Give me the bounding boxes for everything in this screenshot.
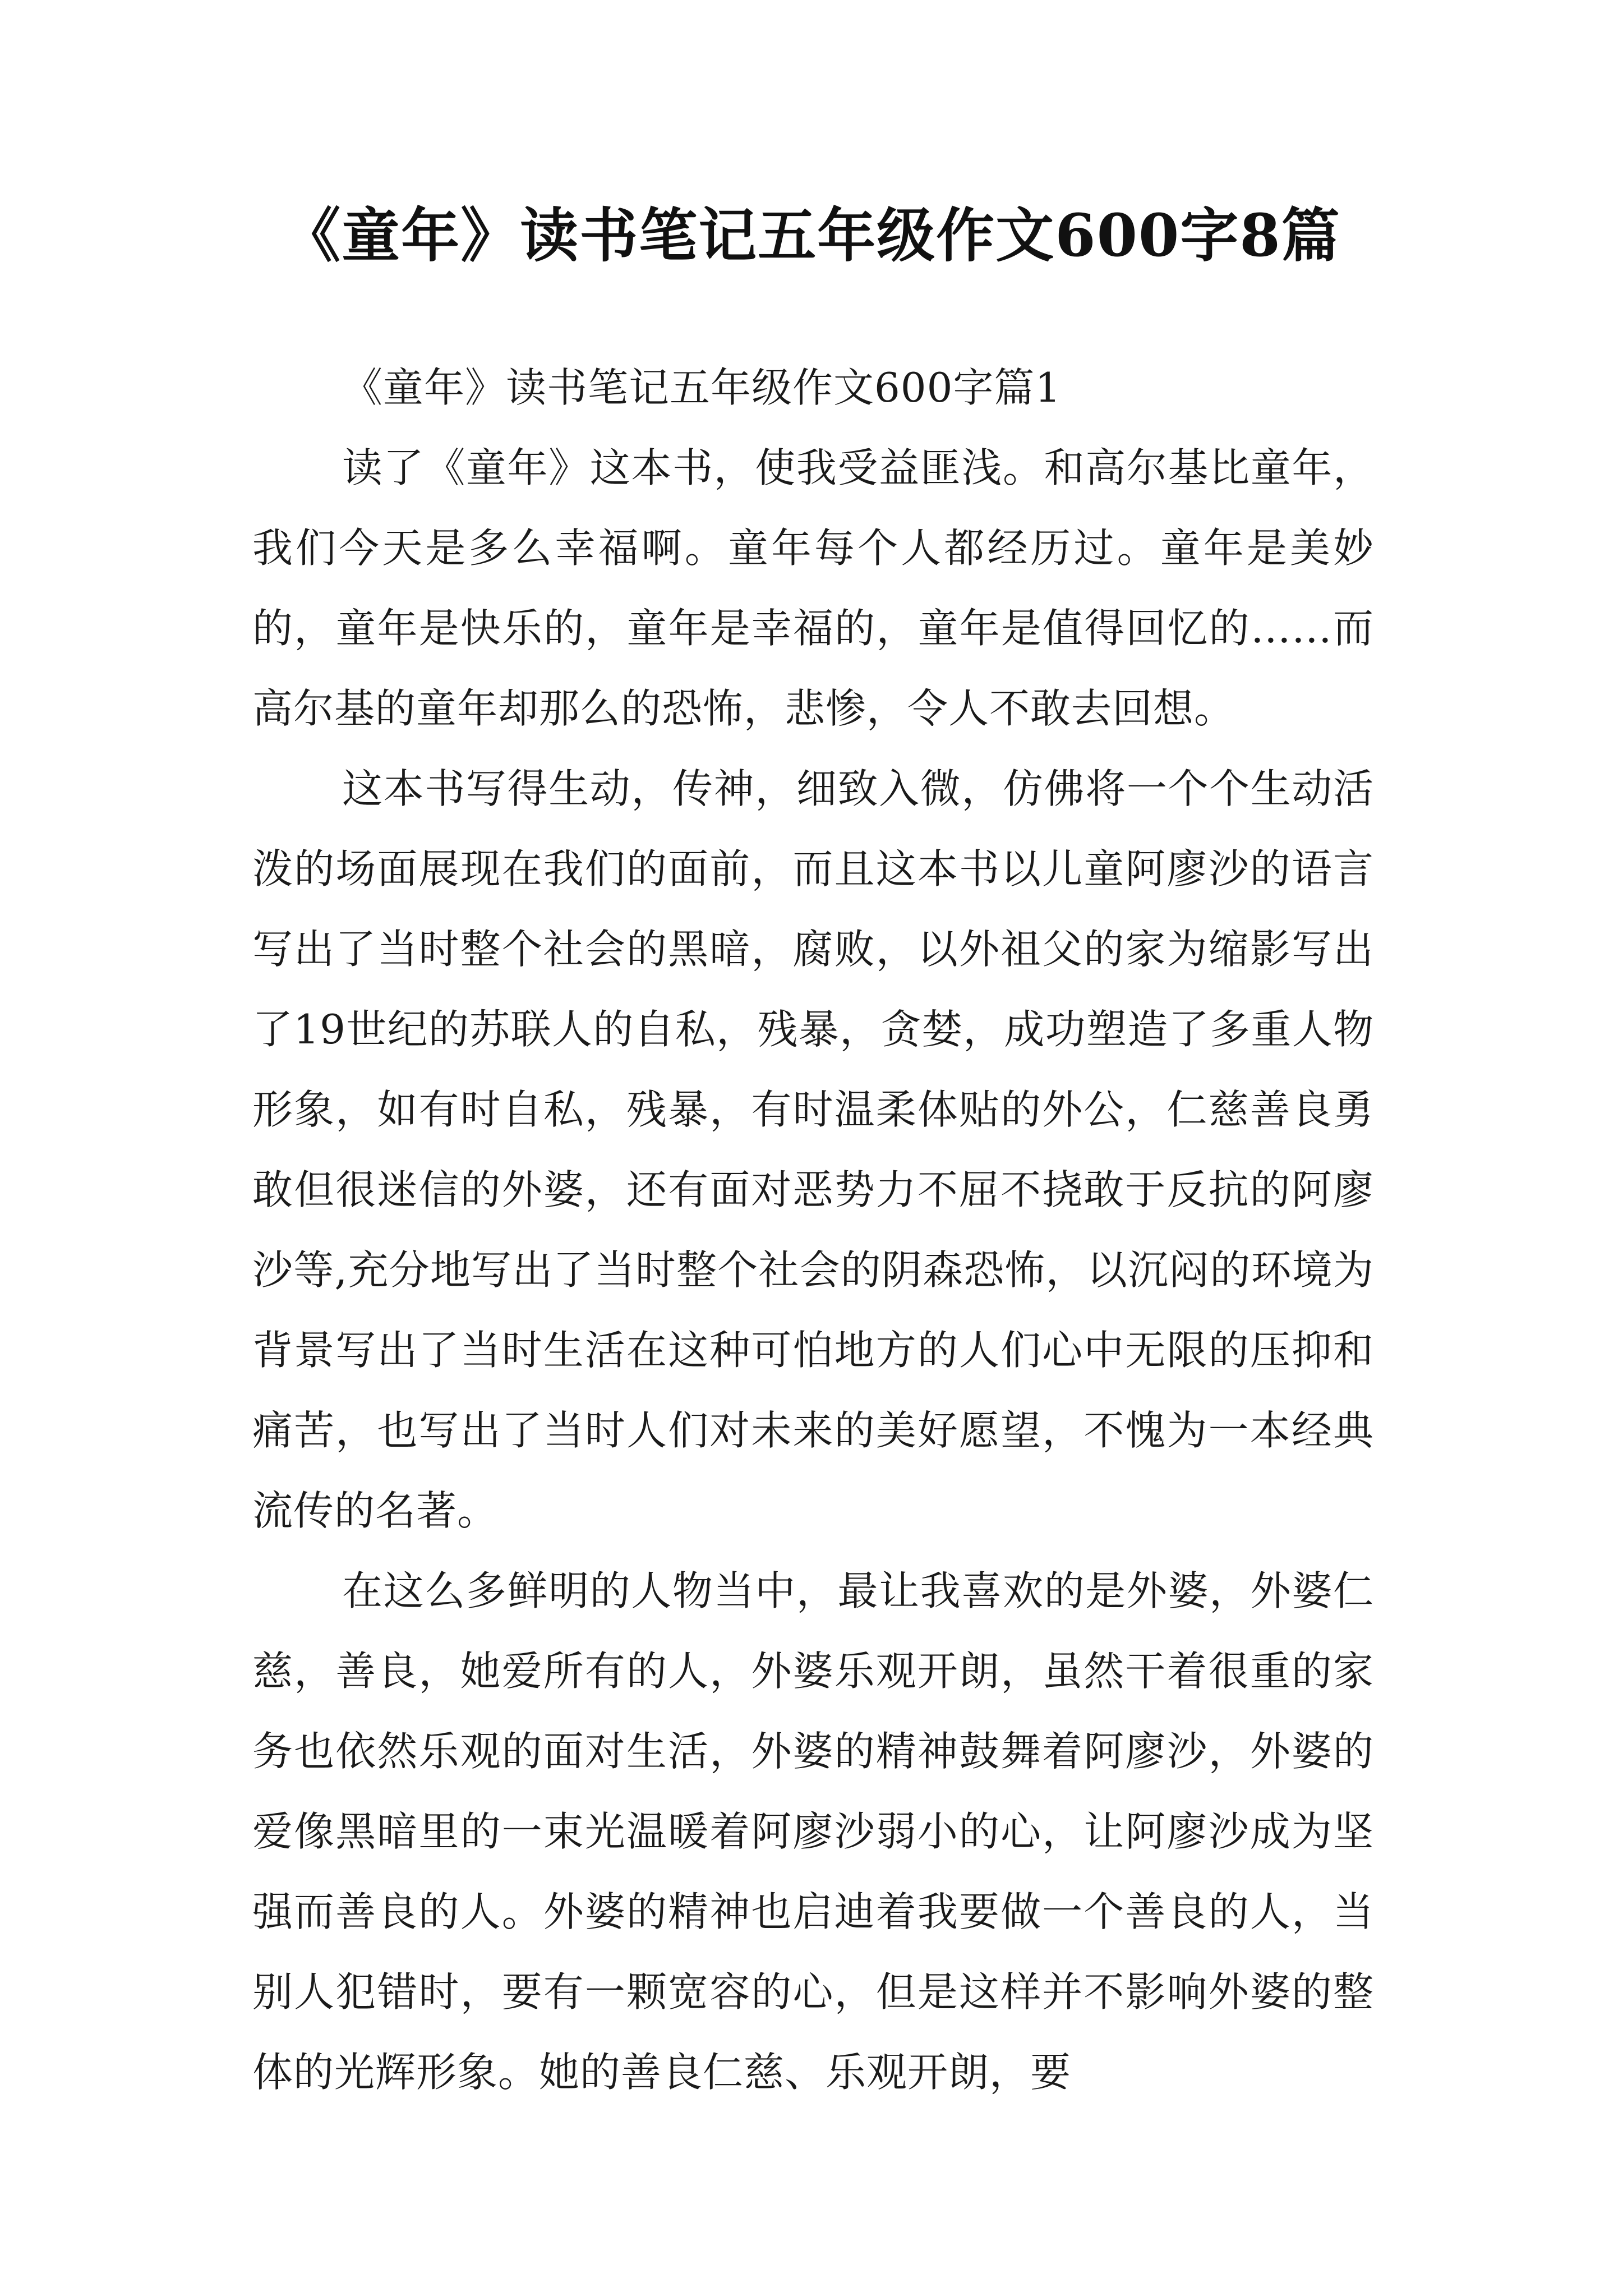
document-title: 《童年》读书笔记五年级作文600字8篇 [282,201,1341,270]
paragraph-2: 这本书写得生动，传神，细致入微，仿佛将一个个生动活泼的场面展现在我们的面前，而且这本书以儿童阿廖沙的语言写出了当时整个社会的黑暗，腐败，以外祖父的家为缩影写出了19世纪的苏联人的自私，残暴，贪婪，成功塑造了多重人物形象，如有时自私，残暴，有时温柔体贴的外公，仁慈善良勇敢但很迷信的外婆，还有面对恶势力不屈不挠敢于反抗的阿廖沙等,充分地写出了当时整个社会的阴森恐怖，以沉闷的环境为背景写出了当时生活在这种可怕地方的人们心中无限的压抑和痛苦，也写出了当时人们对未来的美好愿望，不愧为一本经典流传的名著。 [252,765,1374,1534]
paragraph-3: 在这么多鲜明的人物当中，最让我喜欢的是外婆，外婆仁慈，善良，她爱所有的人，外婆乐观开朗，虽然干着很重的家务也依然乐观的面对生活，外婆的精神鼓舞着阿廖沙，外婆的爱像黑暗里的一束光温暖着阿廖沙弱小的心，让阿廖沙成为坚强而善良的人。外婆的精神也启迪着我要做一个善良的人，当别人犯错时，要有一颗宽容的心，但是这样并不影响外婆的整体的光辉形象。她的善良仁慈、乐观开朗，要 [252,1567,1374,2096]
paragraph-1: 读了《童年》这本书，使我受益匪浅。和高尔基比童年，我们今天是多么幸福啊。童年每个人都经历过。童年是美妙的，童年是快乐的，童年是幸福的，童年是值得回忆的……而高尔基的童年却那么的恐怖，悲惨，令人不敢去回想。 [252,444,1374,732]
section-heading: 《童年》读书笔记五年级作文600字篇1 [342,364,1062,411]
document-body [252,348,1374,2113]
